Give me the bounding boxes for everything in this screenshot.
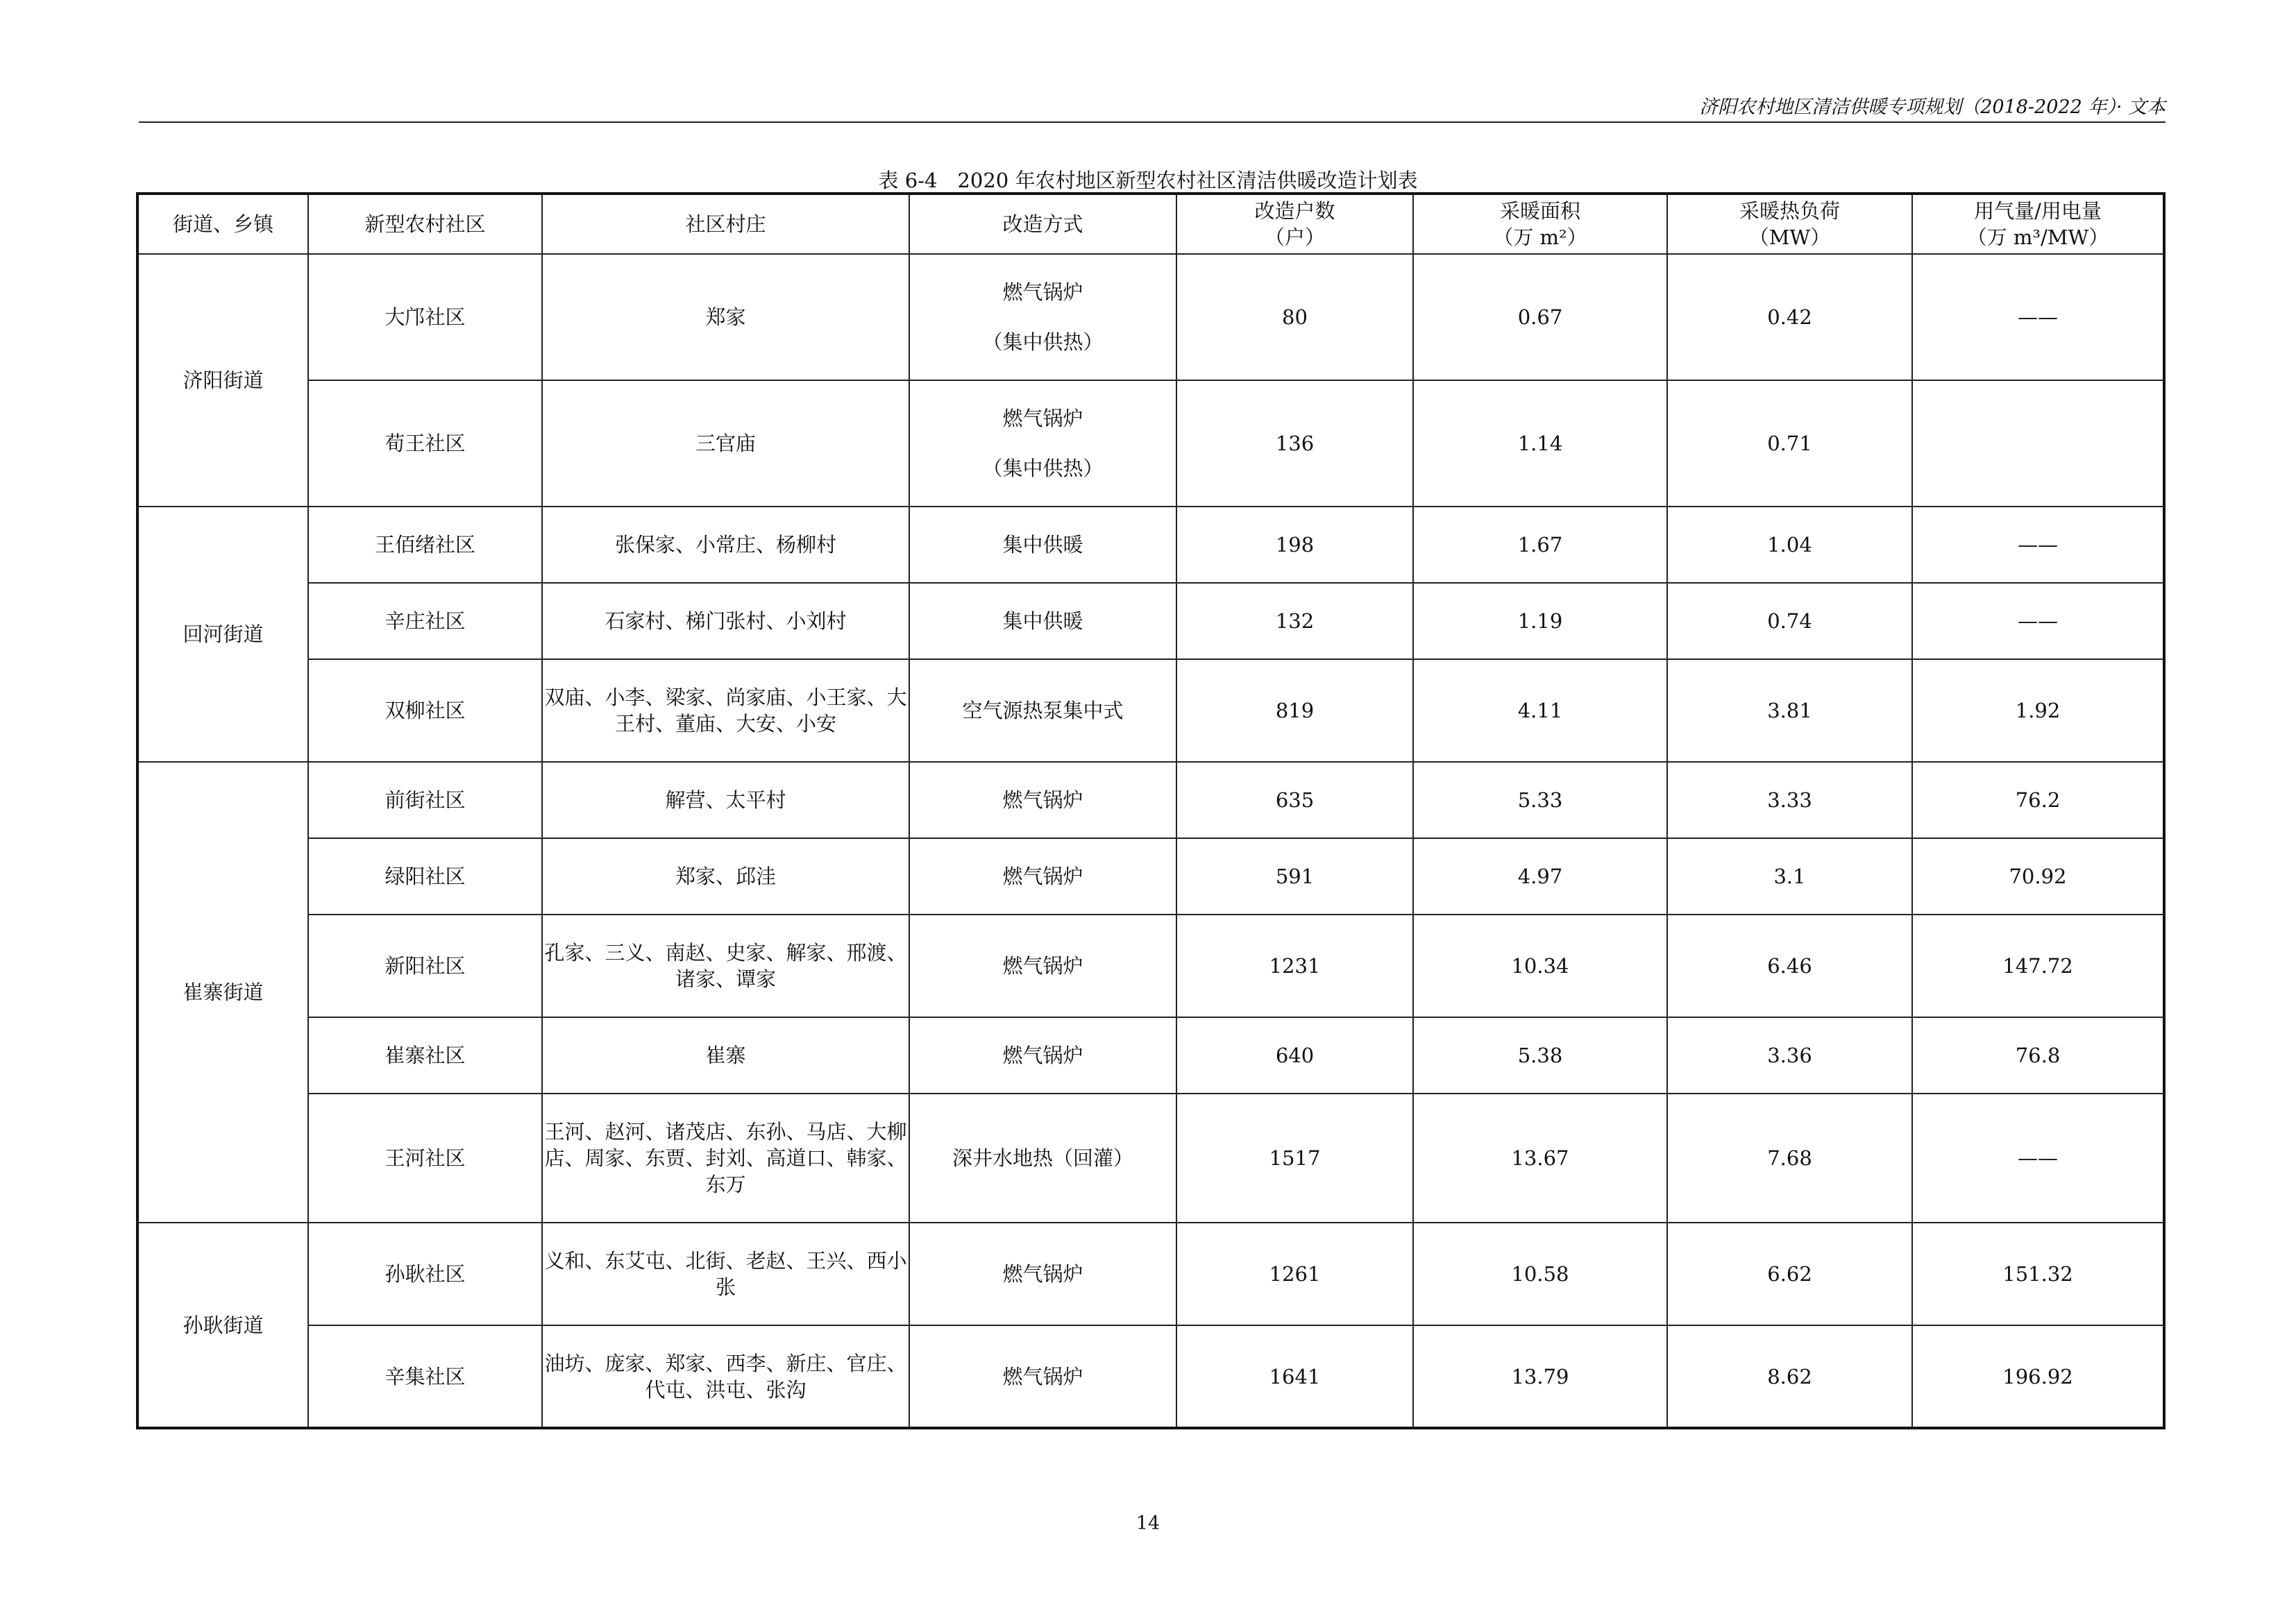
community-cell: 前街社区 (308, 762, 542, 838)
area-cell: 0.67 (1413, 254, 1667, 380)
gas-cell: —— (1912, 583, 2164, 659)
villages-cell: 张保家、小常庄、杨柳村 (542, 507, 909, 583)
load-cell: 3.81 (1667, 659, 1912, 762)
gas-cell: —— (1912, 1094, 2164, 1223)
method-cell: 集中供暖 (909, 583, 1176, 659)
table-row (137, 659, 2164, 762)
district-cell: 孙耿街道 (137, 1223, 308, 1428)
col-header-method: 改造方式 (909, 194, 1176, 254)
col-header-area: 采暖面积 （万 m²） (1413, 194, 1667, 254)
households-cell: 819 (1176, 659, 1413, 762)
villages-cell: 郑家 (542, 254, 909, 380)
method-cell: 燃气锅炉 (909, 838, 1176, 915)
load-cell: 8.62 (1667, 1325, 1912, 1428)
gas-cell: 151.32 (1912, 1223, 2164, 1325)
col-header-gas: 用气量/用电量 （万 m³/MW） (1912, 194, 2164, 254)
community-cell: 崔寨社区 (308, 1017, 542, 1094)
villages-cell: 崔寨 (542, 1017, 909, 1094)
table-header-row (137, 194, 2164, 254)
load-cell: 0.74 (1667, 583, 1912, 659)
community-cell: 王河社区 (308, 1094, 542, 1223)
area-cell: 1.14 (1413, 380, 1667, 507)
gas-cell: 70.92 (1912, 838, 2164, 915)
col-header-villages: 社区村庄 (542, 194, 909, 254)
method-cell: 燃气锅炉 (909, 1325, 1176, 1428)
method-cell: 燃气锅炉 (909, 762, 1176, 838)
gas-cell: 76.2 (1912, 762, 2164, 838)
community-cell: 绿阳社区 (308, 838, 542, 915)
area-cell: 1.67 (1413, 507, 1667, 583)
area-cell: 4.11 (1413, 659, 1667, 762)
area-cell: 5.33 (1413, 762, 1667, 838)
method-cell: 深井水地热（回灌） (909, 1094, 1176, 1223)
method-cell: 空气源热泵集中式 (909, 659, 1176, 762)
table-row (137, 838, 2164, 915)
header-rule (139, 121, 2166, 123)
households-cell: 635 (1176, 762, 1413, 838)
villages-cell: 王河、赵河、诸茂店、东孙、马店、大柳店、周家、东贾、封刘、高道口、韩家、东万 (542, 1094, 909, 1223)
gas-cell: —— (1912, 254, 2164, 380)
community-cell: 孙耿社区 (308, 1223, 542, 1325)
running-header: 济阳农村地区清洁供暖专项规划（2018-2022 年）· 文本 (1699, 96, 2166, 118)
col-header-households: 改造户数 （户） (1176, 194, 1413, 254)
load-cell: 3.1 (1667, 838, 1912, 915)
district-cell: 回河街道 (137, 507, 308, 762)
villages-cell: 义和、东艾屯、北街、老赵、王兴、西小张 (542, 1223, 909, 1325)
villages-cell: 郑家、邱洼 (542, 838, 909, 915)
gas-cell: 196.92 (1912, 1325, 2164, 1428)
table-caption: 表 6-4 2020 年农村地区新型农村社区清洁供暖改造计划表 (878, 169, 1418, 192)
villages-cell: 孔家、三义、南赵、史家、解家、邢渡、诸家、谭家 (542, 915, 909, 1017)
method-cell: 燃气锅炉 (909, 915, 1176, 1017)
page-number: 14 (1136, 1513, 1160, 1534)
load-cell: 6.62 (1667, 1223, 1912, 1325)
table-row (137, 1017, 2164, 1094)
households-cell: 132 (1176, 583, 1413, 659)
table-row (137, 507, 2164, 583)
households-cell: 1641 (1176, 1325, 1413, 1428)
area-cell: 13.67 (1413, 1094, 1667, 1223)
households-cell: 198 (1176, 507, 1413, 583)
area-cell: 10.58 (1413, 1223, 1667, 1325)
gas-cell (1912, 380, 2164, 507)
area-cell: 4.97 (1413, 838, 1667, 915)
method-cell: 燃气锅炉 (909, 1017, 1176, 1094)
table-row (137, 254, 2164, 380)
load-cell: 6.46 (1667, 915, 1912, 1017)
community-cell: 王佰绪社区 (308, 507, 542, 583)
load-cell: 7.68 (1667, 1094, 1912, 1223)
table-row (137, 1325, 2164, 1428)
district-cell: 济阳街道 (137, 254, 308, 507)
households-cell: 1517 (1176, 1094, 1413, 1223)
load-cell: 3.36 (1667, 1017, 1912, 1094)
villages-cell: 油坊、庞家、郑家、西李、新庄、官庄、代屯、洪屯、张沟 (542, 1325, 909, 1428)
method-cell: 燃气锅炉 （集中供热） (909, 254, 1176, 380)
gas-cell: 76.8 (1912, 1017, 2164, 1094)
community-cell: 辛庄社区 (308, 583, 542, 659)
district-cell: 崔寨街道 (137, 762, 308, 1223)
load-cell: 1.04 (1667, 507, 1912, 583)
heating-plan-table (136, 192, 2166, 1429)
villages-cell: 石家村、梯门张村、小刘村 (542, 583, 909, 659)
households-cell: 640 (1176, 1017, 1413, 1094)
col-header-district: 街道、乡镇 (137, 194, 308, 254)
method-cell: 燃气锅炉 （集中供热） (909, 380, 1176, 507)
households-cell: 591 (1176, 838, 1413, 915)
area-cell: 1.19 (1413, 583, 1667, 659)
community-cell: 大邝社区 (308, 254, 542, 380)
villages-cell: 双庙、小李、梁家、尚家庙、小王家、大王村、董庙、大安、小安 (542, 659, 909, 762)
col-header-community: 新型农村社区 (308, 194, 542, 254)
community-cell: 荀王社区 (308, 380, 542, 507)
households-cell: 1231 (1176, 915, 1413, 1017)
community-cell: 辛集社区 (308, 1325, 542, 1428)
col-header-load: 采暖热负荷 （MW） (1667, 194, 1912, 254)
villages-cell: 解营、太平村 (542, 762, 909, 838)
gas-cell: 1.92 (1912, 659, 2164, 762)
table-row (137, 915, 2164, 1017)
households-cell: 80 (1176, 254, 1413, 380)
method-cell: 集中供暖 (909, 507, 1176, 583)
table-row (137, 1223, 2164, 1325)
gas-cell: —— (1912, 507, 2164, 583)
households-cell: 1261 (1176, 1223, 1413, 1325)
villages-cell: 三官庙 (542, 380, 909, 507)
method-cell: 燃气锅炉 (909, 1223, 1176, 1325)
community-cell: 双柳社区 (308, 659, 542, 762)
community-cell: 新阳社区 (308, 915, 542, 1017)
load-cell: 3.33 (1667, 762, 1912, 838)
load-cell: 0.42 (1667, 254, 1912, 380)
households-cell: 136 (1176, 380, 1413, 507)
table-row (137, 762, 2164, 838)
table-row (137, 583, 2164, 659)
table-row (137, 380, 2164, 507)
table-row (137, 1094, 2164, 1223)
area-cell: 10.34 (1413, 915, 1667, 1017)
load-cell: 0.71 (1667, 380, 1912, 507)
gas-cell: 147.72 (1912, 915, 2164, 1017)
area-cell: 5.38 (1413, 1017, 1667, 1094)
area-cell: 13.79 (1413, 1325, 1667, 1428)
